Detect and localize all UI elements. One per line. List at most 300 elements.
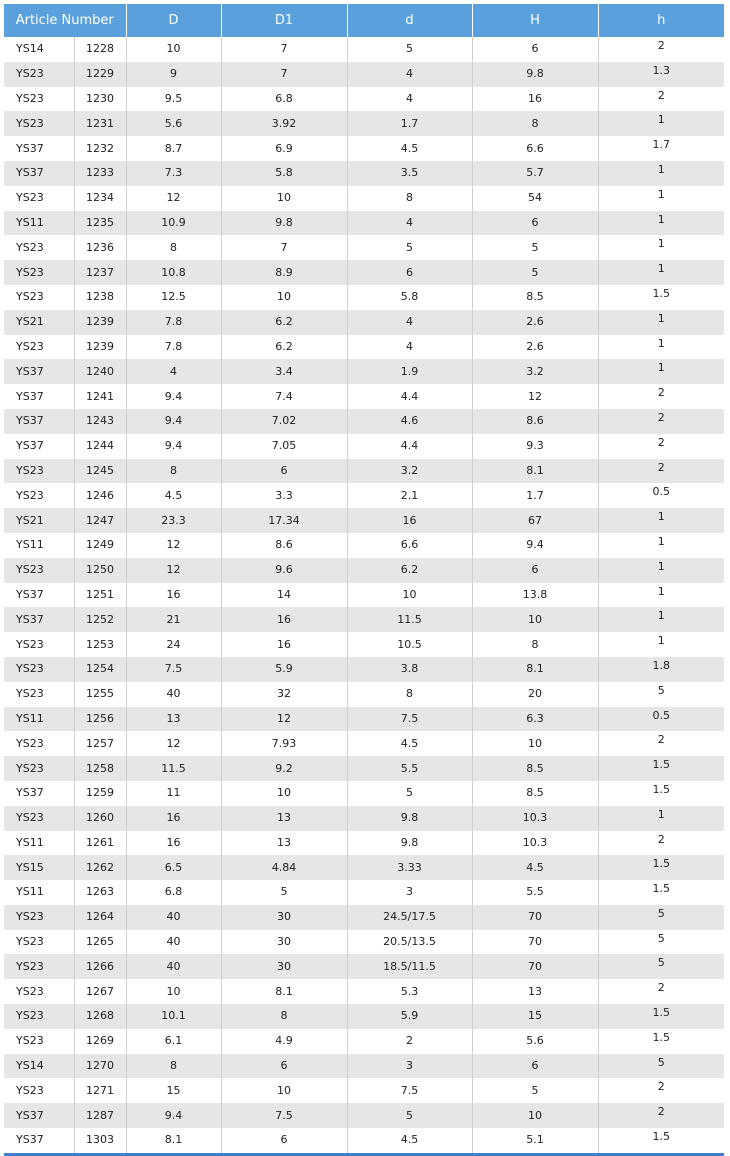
cell-d: 4: [347, 62, 472, 87]
cell-D: 12: [126, 186, 221, 211]
cell-D1: 5: [221, 880, 347, 905]
cell-h: 2: [598, 731, 724, 756]
cell-D1: 32: [221, 682, 347, 707]
table-row: [4, 211, 724, 236]
header-row: [4, 4, 724, 37]
cell-D: 10.8: [126, 260, 221, 285]
cell-d: 5.5: [347, 756, 472, 781]
cell-series: YS23: [4, 632, 74, 657]
cell-h: 5: [598, 1054, 724, 1079]
cell-series: YS23: [4, 756, 74, 781]
cell-series: YS23: [4, 1078, 74, 1103]
cell-D: 6.5: [126, 855, 221, 880]
header-article-number: Article Number: [4, 4, 126, 37]
cell-H: 8.5: [472, 756, 598, 781]
cell-d: 2.1: [347, 483, 472, 508]
cell-number: 1244: [74, 434, 126, 459]
cell-H: 6.6: [472, 136, 598, 161]
cell-h: 2: [598, 87, 724, 112]
table-row: [4, 260, 724, 285]
cell-number: 1265: [74, 930, 126, 955]
cell-d: 18.5/11.5: [347, 954, 472, 979]
cell-D1: 6.2: [221, 335, 347, 360]
cell-d: 24.5/17.5: [347, 905, 472, 930]
cell-H: 12: [472, 384, 598, 409]
cell-H: 13: [472, 979, 598, 1004]
cell-D1: 30: [221, 954, 347, 979]
cell-number: 1269: [74, 1029, 126, 1054]
cell-H: 4.5: [472, 855, 598, 880]
cell-number: 1228: [74, 37, 126, 62]
cell-D: 7.8: [126, 335, 221, 360]
cell-D: 8: [126, 1054, 221, 1079]
cell-series: YS23: [4, 905, 74, 930]
cell-H: 6: [472, 211, 598, 236]
cell-d: 10.5: [347, 632, 472, 657]
cell-H: 5.6: [472, 1029, 598, 1054]
cell-d: 6.2: [347, 558, 472, 583]
cell-D: 4: [126, 359, 221, 384]
table-row: [4, 37, 724, 62]
cell-d: 6: [347, 260, 472, 285]
cell-D1: 17.34: [221, 508, 347, 533]
cell-H: 2.6: [472, 335, 598, 360]
cell-series: YS23: [4, 954, 74, 979]
cell-D1: 8.6: [221, 533, 347, 558]
table-row: [4, 409, 724, 434]
cell-h: 1: [598, 359, 724, 384]
table-row: [4, 682, 724, 707]
table-row: [4, 1004, 724, 1029]
table-row: [4, 62, 724, 87]
cell-d: 4.5: [347, 731, 472, 756]
cell-D: 11.5: [126, 756, 221, 781]
table-row: [4, 806, 724, 831]
cell-D1: 6: [221, 1054, 347, 1079]
cell-number: 1232: [74, 136, 126, 161]
cell-series: YS23: [4, 483, 74, 508]
cell-series: YS21: [4, 310, 74, 335]
cell-H: 2.6: [472, 310, 598, 335]
table-row: [4, 905, 724, 930]
table-row: [4, 781, 724, 806]
cell-D: 9.4: [126, 409, 221, 434]
cell-H: 6.3: [472, 707, 598, 732]
cell-H: 8.5: [472, 285, 598, 310]
cell-d: 7.5: [347, 1078, 472, 1103]
cell-D1: 6.2: [221, 310, 347, 335]
cell-D1: 9.8: [221, 211, 347, 236]
cell-D: 21: [126, 607, 221, 632]
table-header: [4, 4, 724, 37]
cell-series: YS23: [4, 260, 74, 285]
cell-number: 1267: [74, 979, 126, 1004]
cell-d: 5: [347, 1103, 472, 1128]
cell-h: 1: [598, 806, 724, 831]
cell-d: 5.8: [347, 285, 472, 310]
cell-H: 13.8: [472, 583, 598, 608]
cell-D1: 4.84: [221, 855, 347, 880]
table-row: [4, 459, 724, 484]
cell-H: 10: [472, 1103, 598, 1128]
cell-D: 16: [126, 806, 221, 831]
cell-h: 1.5: [598, 1029, 724, 1054]
cell-h: 1.5: [598, 781, 724, 806]
cell-number: 1240: [74, 359, 126, 384]
cell-D: 6.1: [126, 1029, 221, 1054]
cell-H: 54: [472, 186, 598, 211]
cell-H: 1.7: [472, 483, 598, 508]
table-row: [4, 384, 724, 409]
cell-d: 4.4: [347, 384, 472, 409]
cell-series: YS23: [4, 930, 74, 955]
table-row: [4, 1029, 724, 1054]
cell-D: 10.1: [126, 1004, 221, 1029]
table-row: [4, 1054, 724, 1079]
cell-h: 1: [598, 533, 724, 558]
cell-number: 1247: [74, 508, 126, 533]
cell-series: YS11: [4, 707, 74, 732]
cell-h: 2: [598, 459, 724, 484]
cell-h: 1: [598, 235, 724, 260]
cell-D: 9.4: [126, 384, 221, 409]
cell-d: 3: [347, 1054, 472, 1079]
cell-series: YS23: [4, 657, 74, 682]
table-row: [4, 558, 724, 583]
table-row: [4, 87, 724, 112]
cell-H: 70: [472, 905, 598, 930]
cell-d: 4.5: [347, 136, 472, 161]
cell-series: YS37: [4, 409, 74, 434]
cell-H: 8.1: [472, 459, 598, 484]
cell-series: YS37: [4, 161, 74, 186]
cell-d: 4: [347, 87, 472, 112]
cell-number: 1270: [74, 1054, 126, 1079]
cell-number: 1233: [74, 161, 126, 186]
cell-H: 9.4: [472, 533, 598, 558]
table-body: [4, 37, 724, 1153]
cell-d: 8: [347, 186, 472, 211]
cell-h: 1: [598, 632, 724, 657]
cell-D1: 7.93: [221, 731, 347, 756]
cell-d: 3.5: [347, 161, 472, 186]
cell-number: 1239: [74, 310, 126, 335]
cell-d: 5.9: [347, 1004, 472, 1029]
cell-series: YS23: [4, 235, 74, 260]
cell-D1: 6.9: [221, 136, 347, 161]
table-row: [4, 930, 724, 955]
cell-D: 7.3: [126, 161, 221, 186]
cell-h: 1: [598, 211, 724, 236]
cell-d: 9.8: [347, 831, 472, 856]
cell-H: 15: [472, 1004, 598, 1029]
cell-number: 1249: [74, 533, 126, 558]
cell-series: YS23: [4, 682, 74, 707]
cell-H: 6: [472, 37, 598, 62]
header-D: D: [126, 4, 221, 37]
cell-D1: 6: [221, 1128, 347, 1153]
cell-series: YS23: [4, 1004, 74, 1029]
cell-D1: 5.9: [221, 657, 347, 682]
table-row: [4, 186, 724, 211]
cell-D1: 7.02: [221, 409, 347, 434]
cell-D: 16: [126, 583, 221, 608]
cell-series: YS11: [4, 831, 74, 856]
cell-number: 1241: [74, 384, 126, 409]
table-row: [4, 161, 724, 186]
table-row: [4, 483, 724, 508]
cell-D: 40: [126, 905, 221, 930]
cell-h: 1.5: [598, 880, 724, 905]
cell-D1: 10: [221, 781, 347, 806]
cell-D1: 3.92: [221, 111, 347, 136]
cell-series: YS11: [4, 880, 74, 905]
cell-series: YS23: [4, 459, 74, 484]
cell-number: 1266: [74, 954, 126, 979]
cell-D1: 7.05: [221, 434, 347, 459]
cell-H: 8.1: [472, 657, 598, 682]
cell-H: 5: [472, 1078, 598, 1103]
table-row: [4, 310, 724, 335]
cell-series: YS23: [4, 558, 74, 583]
header-h: h: [598, 4, 724, 37]
spec-table: [4, 4, 724, 1153]
cell-h: 1: [598, 558, 724, 583]
cell-d: 3: [347, 880, 472, 905]
cell-h: 1: [598, 607, 724, 632]
cell-h: 1.5: [598, 756, 724, 781]
cell-h: 1.5: [598, 1004, 724, 1029]
cell-h: 5: [598, 905, 724, 930]
cell-series: YS11: [4, 211, 74, 236]
cell-number: 1268: [74, 1004, 126, 1029]
cell-D: 15: [126, 1078, 221, 1103]
cell-d: 4.5: [347, 1128, 472, 1153]
cell-H: 70: [472, 954, 598, 979]
cell-D1: 7.5: [221, 1103, 347, 1128]
table-row: [4, 607, 724, 632]
cell-D: 11: [126, 781, 221, 806]
cell-series: YS23: [4, 285, 74, 310]
cell-number: 1271: [74, 1078, 126, 1103]
cell-D1: 6.8: [221, 87, 347, 112]
cell-d: 5: [347, 37, 472, 62]
table-row: [4, 831, 724, 856]
cell-D: 10: [126, 979, 221, 1004]
table-row: [4, 731, 724, 756]
cell-h: 1.5: [598, 285, 724, 310]
cell-D: 6.8: [126, 880, 221, 905]
cell-D1: 4.9: [221, 1029, 347, 1054]
cell-H: 8.5: [472, 781, 598, 806]
cell-h: 1: [598, 186, 724, 211]
cell-h: 2: [598, 37, 724, 62]
cell-number: 1257: [74, 731, 126, 756]
cell-D1: 13: [221, 806, 347, 831]
cell-h: 2: [598, 979, 724, 1004]
cell-D1: 9.2: [221, 756, 347, 781]
cell-D: 9.4: [126, 434, 221, 459]
cell-series: YS37: [4, 1128, 74, 1153]
cell-d: 5: [347, 781, 472, 806]
cell-H: 3.2: [472, 359, 598, 384]
table-row: [4, 533, 724, 558]
cell-d: 8: [347, 682, 472, 707]
cell-h: 1: [598, 310, 724, 335]
cell-h: 5: [598, 682, 724, 707]
cell-number: 1250: [74, 558, 126, 583]
cell-number: 1239: [74, 335, 126, 360]
cell-series: YS23: [4, 806, 74, 831]
cell-series: YS23: [4, 335, 74, 360]
cell-D: 16: [126, 831, 221, 856]
cell-number: 1246: [74, 483, 126, 508]
table-row: [4, 285, 724, 310]
table-row: [4, 136, 724, 161]
cell-D: 10.9: [126, 211, 221, 236]
cell-D1: 3.4: [221, 359, 347, 384]
cell-d: 5.3: [347, 979, 472, 1004]
cell-d: 5: [347, 235, 472, 260]
cell-number: 1264: [74, 905, 126, 930]
table-row: [4, 954, 724, 979]
cell-D1: 30: [221, 930, 347, 955]
cell-h: 1: [598, 508, 724, 533]
cell-d: 20.5/13.5: [347, 930, 472, 955]
cell-H: 5.5: [472, 880, 598, 905]
cell-D: 8.1: [126, 1128, 221, 1153]
table-row: [4, 335, 724, 360]
cell-H: 67: [472, 508, 598, 533]
cell-d: 4: [347, 211, 472, 236]
cell-series: YS37: [4, 384, 74, 409]
cell-h: 1: [598, 260, 724, 285]
cell-D: 8: [126, 459, 221, 484]
table-row: [4, 235, 724, 260]
cell-H: 20: [472, 682, 598, 707]
header-d: d: [347, 4, 472, 37]
cell-h: 1: [598, 161, 724, 186]
cell-h: 5: [598, 930, 724, 955]
cell-H: 5: [472, 235, 598, 260]
cell-series: YS37: [4, 607, 74, 632]
cell-D: 9: [126, 62, 221, 87]
cell-series: YS37: [4, 583, 74, 608]
cell-H: 16: [472, 87, 598, 112]
cell-D1: 12: [221, 707, 347, 732]
cell-h: 0.5: [598, 483, 724, 508]
cell-H: 70: [472, 930, 598, 955]
cell-D1: 8: [221, 1004, 347, 1029]
cell-number: 1229: [74, 62, 126, 87]
cell-D1: 8.1: [221, 979, 347, 1004]
cell-D1: 8.9: [221, 260, 347, 285]
cell-h: 0.5: [598, 707, 724, 732]
table-row: [4, 855, 724, 880]
cell-number: 1287: [74, 1103, 126, 1128]
cell-number: 1261: [74, 831, 126, 856]
cell-series: YS37: [4, 359, 74, 384]
cell-D1: 6: [221, 459, 347, 484]
cell-h: 2: [598, 384, 724, 409]
cell-D1: 7.4: [221, 384, 347, 409]
cell-D: 8: [126, 235, 221, 260]
cell-d: 1.7: [347, 111, 472, 136]
cell-number: 1258: [74, 756, 126, 781]
cell-D: 40: [126, 682, 221, 707]
cell-d: 1.9: [347, 359, 472, 384]
cell-H: 10: [472, 607, 598, 632]
cell-h: 2: [598, 434, 724, 459]
cell-h: 1.5: [598, 1128, 724, 1153]
cell-d: 6.6: [347, 533, 472, 558]
cell-D: 7.8: [126, 310, 221, 335]
cell-d: 4.4: [347, 434, 472, 459]
cell-series: YS23: [4, 87, 74, 112]
cell-D1: 30: [221, 905, 347, 930]
cell-h: 1: [598, 583, 724, 608]
cell-d: 16: [347, 508, 472, 533]
cell-number: 1252: [74, 607, 126, 632]
cell-d: 3.33: [347, 855, 472, 880]
cell-D1: 10: [221, 1078, 347, 1103]
cell-number: 1234: [74, 186, 126, 211]
cell-D1: 9.6: [221, 558, 347, 583]
cell-H: 8: [472, 111, 598, 136]
cell-series: YS23: [4, 731, 74, 756]
table-row: [4, 880, 724, 905]
cell-h: 2: [598, 1078, 724, 1103]
cell-number: 1251: [74, 583, 126, 608]
cell-D: 12: [126, 731, 221, 756]
cell-d: 4: [347, 335, 472, 360]
cell-number: 1230: [74, 87, 126, 112]
cell-series: YS37: [4, 434, 74, 459]
cell-D: 40: [126, 930, 221, 955]
cell-number: 1231: [74, 111, 126, 136]
cell-h: 5: [598, 954, 724, 979]
cell-D1: 13: [221, 831, 347, 856]
cell-D1: 7: [221, 62, 347, 87]
cell-h: 1.8: [598, 657, 724, 682]
cell-number: 1255: [74, 682, 126, 707]
cell-D: 9.4: [126, 1103, 221, 1128]
cell-D1: 7: [221, 37, 347, 62]
cell-number: 1238: [74, 285, 126, 310]
cell-H: 6: [472, 558, 598, 583]
table-row: [4, 657, 724, 682]
cell-H: 5.1: [472, 1128, 598, 1153]
cell-series: YS15: [4, 855, 74, 880]
cell-D: 12: [126, 533, 221, 558]
cell-d: 3.8: [347, 657, 472, 682]
cell-number: 1256: [74, 707, 126, 732]
table-row: [4, 1078, 724, 1103]
cell-D: 13: [126, 707, 221, 732]
cell-D1: 10: [221, 186, 347, 211]
table-row: [4, 1103, 724, 1128]
cell-D1: 3.3: [221, 483, 347, 508]
cell-number: 1253: [74, 632, 126, 657]
cell-number: 1237: [74, 260, 126, 285]
cell-H: 5.7: [472, 161, 598, 186]
cell-h: 2: [598, 831, 724, 856]
cell-series: YS37: [4, 136, 74, 161]
cell-H: 6: [472, 1054, 598, 1079]
cell-number: 1262: [74, 855, 126, 880]
cell-number: 1243: [74, 409, 126, 434]
cell-h: 2: [598, 409, 724, 434]
